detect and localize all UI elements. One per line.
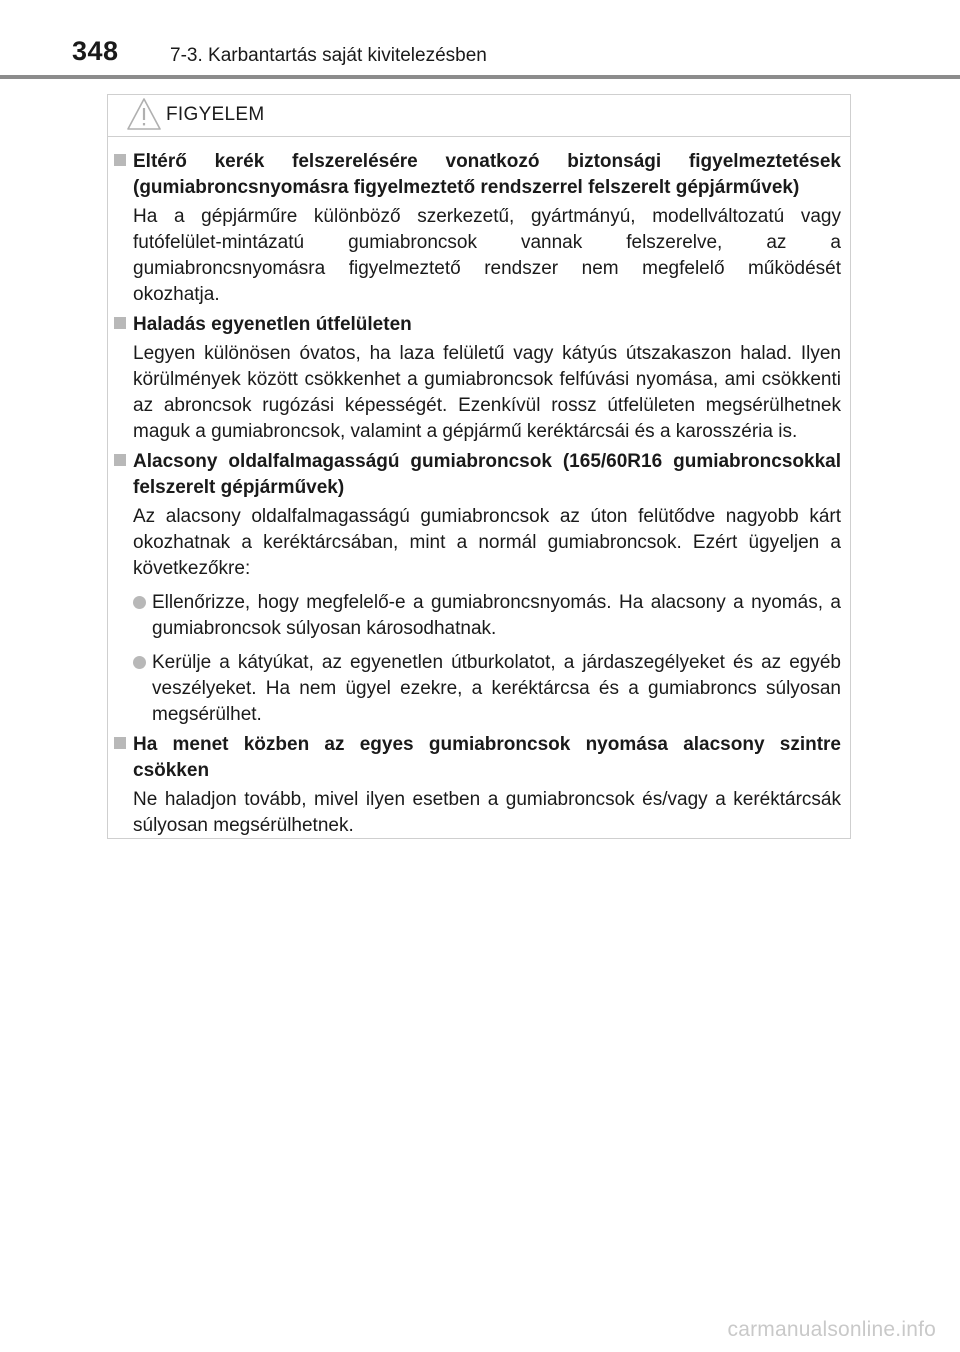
sub-bullet-text: Ellenőrizze, hogy megfelelő-e a gumiabroncsnyomás. Ha alacsony a nyomás, a gumiabroncsok súlyosan károsodhatnak. (152, 592, 841, 639)
item-text: Legyen különösen óvatos, ha laza felületű vagy kátyús útszakaszon halad. Ilyen körülmények között csökkenhet a gumiabroncsok felfúvási nyomása, ami csökkenti az abroncsok rugózási képességét. Ezenkívül rossz útfelületen megsérülhetnek maguk a gumiabroncsok, valamint a gépjármű keréktárcsái és a karosszéria is. (133, 343, 841, 442)
item-heading: Haladás egyenetlen útfelületen (133, 314, 412, 335)
section-title: 7-3. Karbantartás saját kivitelezésben (170, 45, 487, 66)
square-bullet-icon (114, 737, 126, 749)
warning-item-pressure-drop (114, 732, 841, 839)
square-bullet-icon (114, 317, 126, 329)
warning-title: FIGYELEM (166, 104, 265, 125)
warning-box (107, 94, 851, 839)
item-heading: Ha menet közben az egyes gumiabroncsok nyomása alacsony szintre csökken (133, 734, 841, 781)
sub-bullet-item (133, 650, 841, 728)
sub-bullet-item (133, 590, 841, 642)
warning-item-mismatched-wheels (114, 149, 841, 308)
page-header (0, 0, 960, 80)
item-heading: Eltérő kerék felszerelésére vonatkozó biztonsági figyelmeztetések (gumiabroncsnyomásra figyelmeztető rendszerrel felszerelt gépjárművek) (133, 151, 841, 198)
warning-item-rough-road (114, 312, 841, 445)
item-text: Ha a gépjárműre különböző szerkezetű, gyártmányú, modellváltozatú vagy futófelület-mintázatú gumiabroncsok vannak felszerelve, az a gumiabroncsnyomásra figyelmeztető rendszer nem megfelelő működését okozhatja. (133, 206, 841, 305)
warning-item-low-profile-tires (114, 449, 841, 728)
page-number: 348 (72, 36, 119, 66)
item-text: Az alacsony oldalfalmagasságú gumiabroncsok az úton felütődve nagyobb kárt okozhatnak a keréktárcsában, mint a normál gumiabroncsok. Ezért ügyeljen a következőkre: (133, 506, 841, 579)
square-bullet-icon (114, 154, 126, 166)
watermark: carmanualsonline.info (727, 1318, 936, 1341)
item-heading: Alacsony oldalfalmagasságú gumiabroncsok (165/60R16 gumiabroncsokkal felszerelt gépjárművek) (133, 451, 841, 498)
round-bullet-icon (133, 656, 146, 669)
round-bullet-icon (133, 596, 146, 609)
warning-body (108, 137, 850, 839)
header-rule (0, 75, 960, 79)
item-text: Ne haladjon tovább, mivel ilyen esetben a gumiabroncsok és/vagy a keréktárcsák súlyosan megsérülhetnek. (133, 789, 841, 836)
sub-bullet-text: Kerülje a kátyúkat, az egyenetlen útburkolatot, a járdaszegélyeket és az egyéb veszélyeket. Ha nem ügyel ezekre, a keréktárcsa és a gumiabroncs súlyosan megsérülhet. (152, 652, 841, 725)
square-bullet-icon (114, 454, 126, 466)
warning-header (108, 95, 850, 137)
warning-triangle-icon (126, 97, 162, 131)
